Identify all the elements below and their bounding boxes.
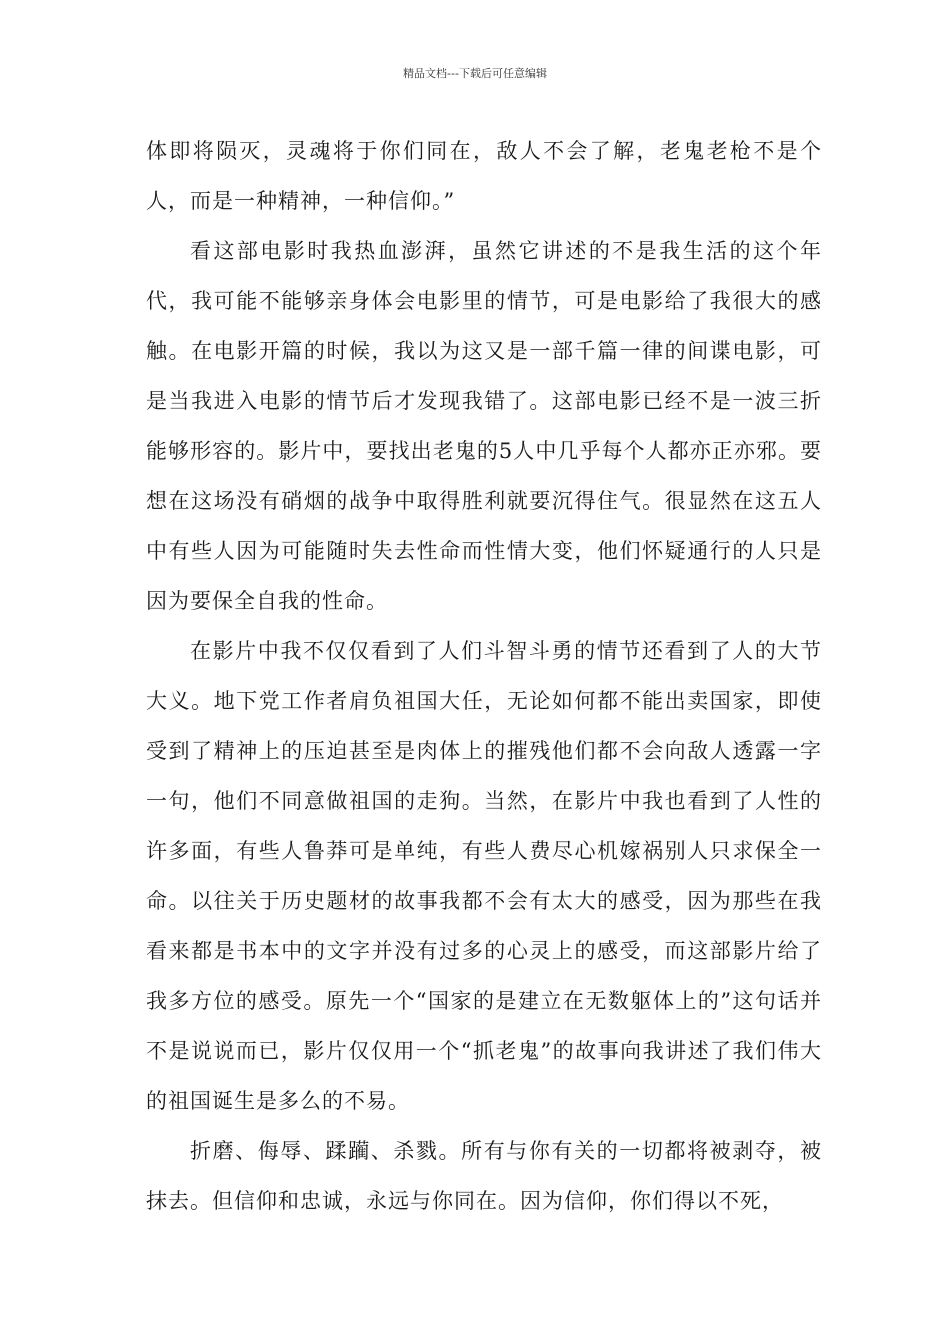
page-header: 精品文档---下载后可任意编辑 xyxy=(403,67,547,80)
paragraph-1: 体即将陨灭，灵魂将于你们同在，敌人不会了解，老鬼老枪不是个人，而是一种精神，一种信仰。” xyxy=(146,139,822,213)
paragraph-2: 看这部电影时我热血澎湃，虽然它讲述的不是我生活的这个年代，我可能不能够亲身体会电影里的情节，可是电影给了我很大的感触。在电影开篇的时候，我以为这又是一部千篇一律的间谍电影，可是当我进入电影的情节后才发现我错了。这部电影已经不是一波三折能够形容的。影片中，要找出老鬼的5人中几乎每个人都亦正亦邪。要想在这场没有硝烟的战争中取得胜利就要沉得住气。很显然在这五人中有些人因为可能随时失去性命而性情大变，他们怀疑通行的人只是因为要保全自我的性命。 xyxy=(146,239,822,613)
paragraph-3: 在影片中我不仅仅看到了人们斗智斗勇的情节还看到了人的大节大义。地下党工作者肩负祖国大任，无论如何都不能出卖国家，即使受到了精神上的压迫甚至是肉体上的摧残他们都不会向敌人透露一字一句，他们不同意做祖国的走狗。当然，在影片中我也看到了人性的许多面，有些人鲁莽可是单纯，有些人费尽心机嫁祸别人只求保全一命。以往关于历史题材的故事我都不会有太大的感受，因为那些在我看来都是书本中的文字并没有过多的心灵上的感受，而这部影片给了我多方位的感受。原先一个“国家的是建立在无数躯体上的”这句话并不是说说而已，影片仅仅用一个“抓老鬼”的故事向我讲述了我们伟大的祖国诞生是多么的不易。 xyxy=(146,639,822,1113)
document-body xyxy=(146,126,822,1226)
paragraph-4: 折磨、侮辱、蹂躏、杀戮。所有与你有关的一切都将被剥夺，被抹去。但信仰和忠诚，永远与你同在。因为信仰，你们得以不死， xyxy=(146,1139,822,1213)
